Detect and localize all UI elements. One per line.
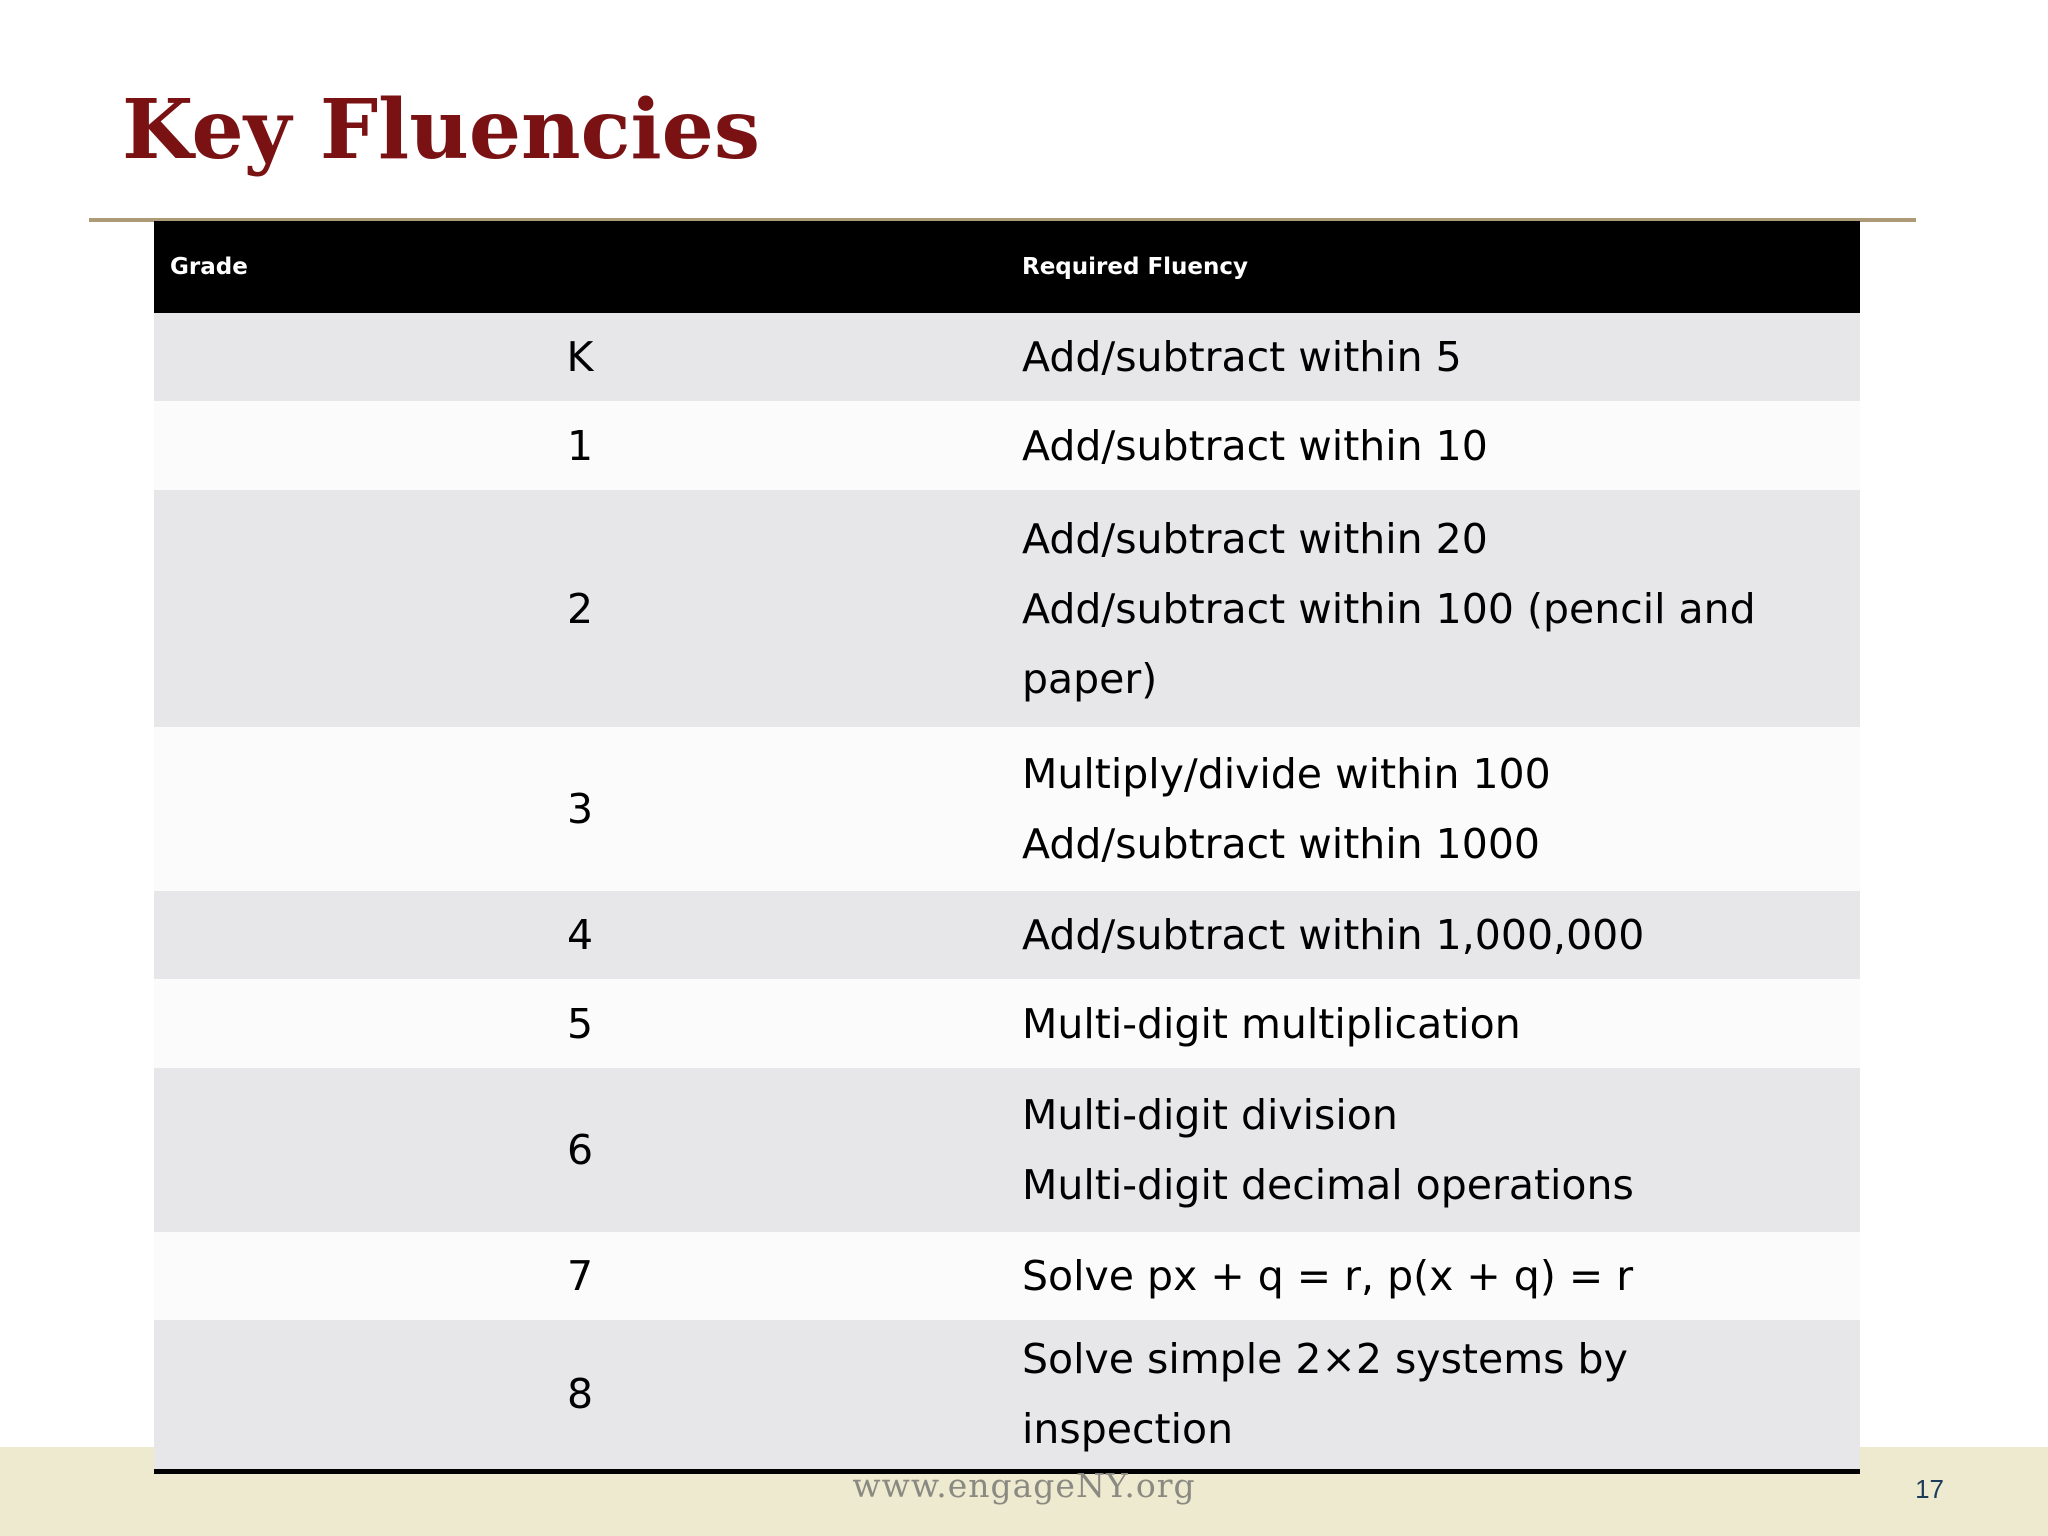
slide-title: Key Fluencies (122, 82, 761, 178)
table-row (154, 979, 1860, 1068)
grade-cell: 6 (154, 1068, 1006, 1232)
fluency-cell (1006, 1068, 1860, 1232)
grade-cell: 5 (154, 979, 1006, 1068)
fluency-item: Add/subtract within 20 (1022, 514, 1488, 563)
grade-cell: 8 (154, 1320, 1006, 1471)
fluency-item: Add/subtract within 10 (1022, 421, 1488, 470)
fluency-item: Solve px + q = r, p(x + q) = r (1022, 1252, 1634, 1300)
fluency-item: Add/subtract within 100 (pencil and paper) (1022, 584, 1756, 703)
fluency-table (154, 221, 1860, 1474)
fluency-item: Solve simple 2×2 systems by inspection (1022, 1335, 1628, 1454)
fluency-cell (1006, 401, 1860, 490)
fluency-item: Multi-digit multiplication (1022, 999, 1521, 1048)
table-row (154, 1068, 1860, 1232)
page-number: 17 (1915, 1474, 1944, 1504)
fluency-cell (1006, 727, 1860, 891)
table-header-row (154, 221, 1860, 313)
grade-cell: 1 (154, 401, 1006, 490)
fluency-cell (1006, 979, 1860, 1068)
table-row (154, 1232, 1860, 1320)
fluency-cell (1006, 490, 1860, 727)
fluency-item: Add/subtract within 1000 (1022, 820, 1541, 868)
grade-cell: 3 (154, 727, 1006, 891)
table-row (154, 727, 1860, 891)
table-row (154, 313, 1860, 401)
fluency-item: Multi-digit decimal operations (1022, 1161, 1634, 1209)
fluency-item: Multi-digit division (1022, 1091, 1398, 1139)
fluency-cell (1006, 1232, 1860, 1320)
table-row (154, 401, 1860, 490)
table-row (154, 490, 1860, 727)
table-row (154, 891, 1860, 979)
grade-cell: K (154, 313, 1006, 401)
fluency-cell (1006, 1320, 1860, 1471)
fluency-cell (1006, 313, 1860, 401)
grade-cell: 7 (154, 1232, 1006, 1320)
grade-cell: 4 (154, 891, 1006, 979)
fluency-cell (1006, 891, 1860, 979)
fluency-item: Add/subtract within 5 (1022, 333, 1462, 381)
fluency-item: Multiply/divide within 100 (1022, 750, 1551, 798)
grade-cell: 2 (154, 490, 1006, 727)
grade-column-header: Grade (154, 221, 1006, 313)
fluency-item: Add/subtract within 1,000,000 (1022, 911, 1645, 959)
footer-url: www.engageNY.org (852, 1466, 1196, 1505)
fluency-column-header: Required Fluency (1006, 221, 1860, 313)
table-row (154, 1320, 1860, 1471)
